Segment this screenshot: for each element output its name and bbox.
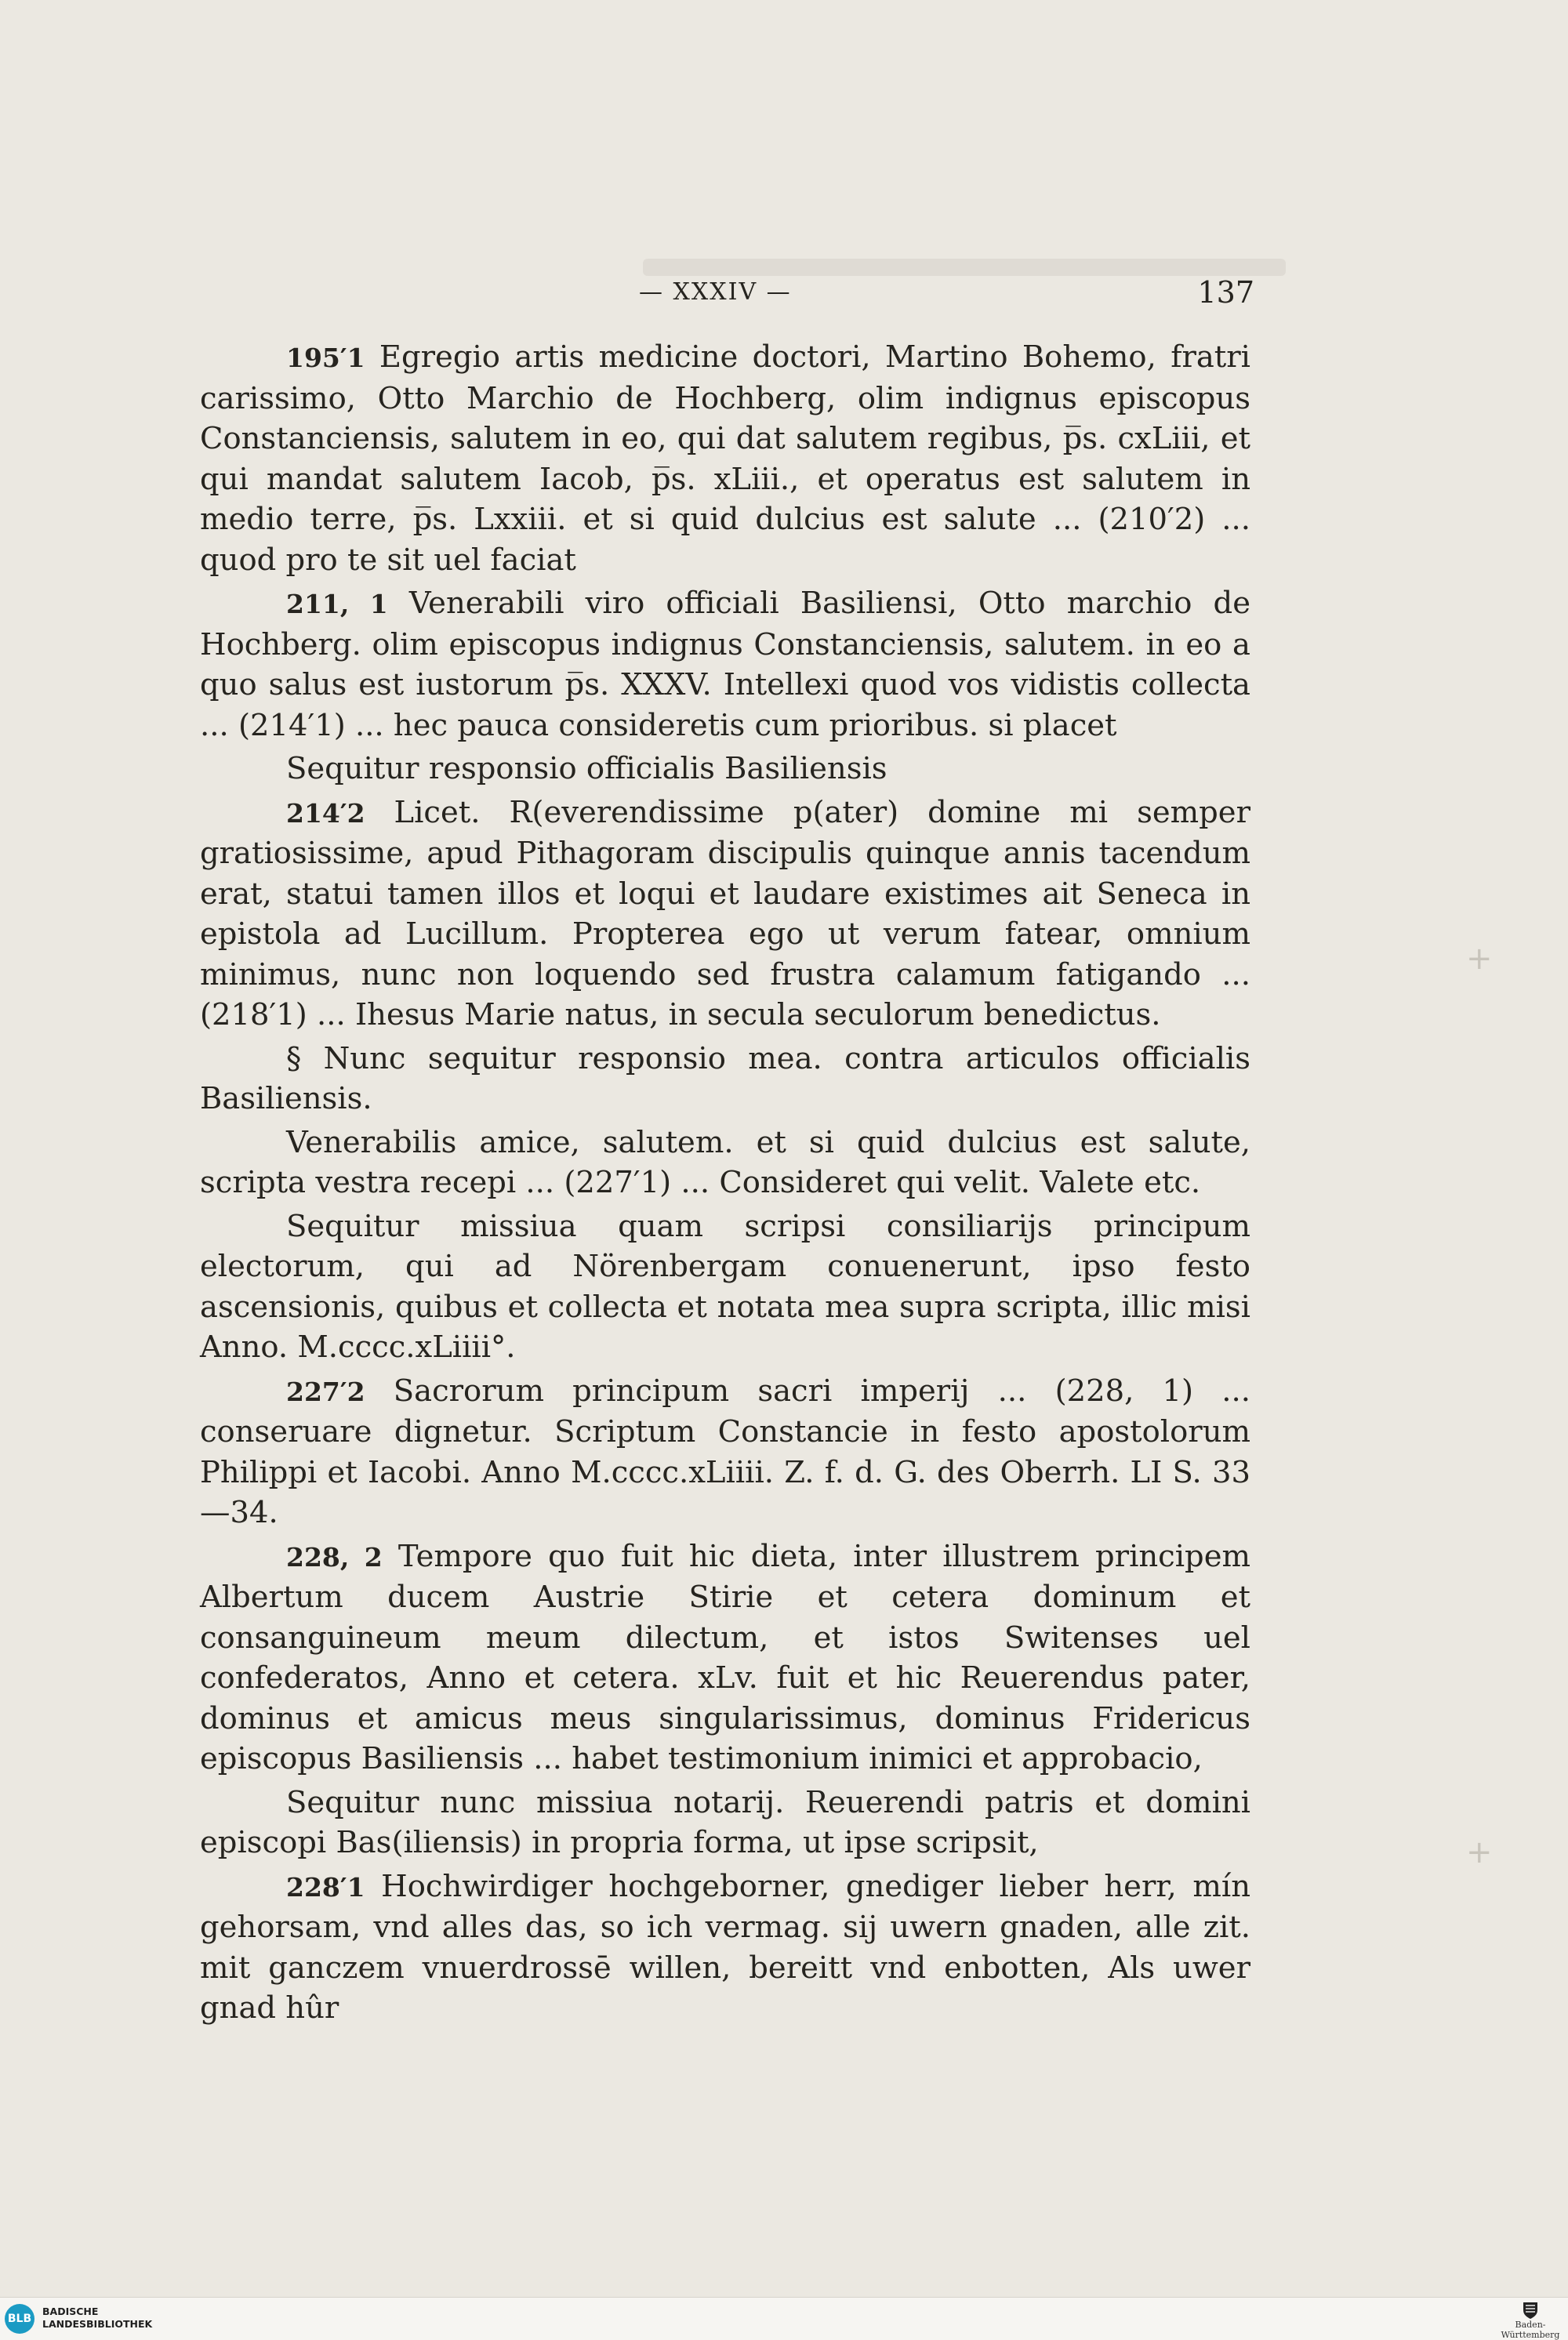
entry-number: 195′1 (286, 343, 365, 373)
paragraph-text: Sequitur nunc missiua notarij. Reuerendi patris et domini episcopi Bas(iliensis) in propria forma, ut ipse scripsit, (200, 1784, 1250, 1860)
bleed-through-shadow (643, 259, 1286, 276)
paragraph-text: Licet. R(everendissime p(ater) domine mi semper gratiosissime, apud Pithagoram discipulis quinque annis tacendum erat, statui tamen illos et loqui et laudare existimes ait Seneca in epistola ad Lucillum. Propterea ego ut verum fatear, omnium minimus, nunc non loquendo sed frustra calamum fatigando ... (218′1) ... Ihesus Marie natus, in secula seculorum benedictus. (200, 794, 1250, 1032)
paragraph (200, 1123, 1250, 1203)
paragraph-text: Egregio artis medicine doctori, Martino Bohemo, fratri carissimo, Otto Marchio de Hochberg, olim indignus episcopus Constanciensis, salutem in eo, qui dat salutem regibus, p̅s. cxLiii, et qui mandat salutem Iacob, p̅s. xLiii., et operatus est salutem in medio terre, p̅s. Lxxiii. et si quid dulcius est salute ... (210′2) ... quod pro te sit uel faciat (200, 339, 1250, 578)
paragraph (200, 1371, 1250, 1533)
library-name-line2: LANDESBIBLIOTHEK (42, 2318, 153, 2330)
paragraph (200, 1206, 1250, 1368)
paragraph (200, 583, 1250, 746)
page-header (196, 275, 1254, 325)
library-name[interactable] (42, 2306, 152, 2331)
footer-bar (0, 2297, 1568, 2340)
paragraph (200, 1867, 1250, 2029)
blb-logo-icon[interactable]: BLB (5, 2304, 34, 2334)
paragraph-text: Venerabili viro officiali Basiliensi, Otto marchio de Hochberg. olim episcopus indignus Constanciensis, salutem. in eo a quo salus est iustorum p̅s. XXXV. Intellexi quod vos vidistis collecta ... (214′1) ... hec pauca consideretis cum prioribus. si placet (200, 586, 1250, 743)
body-text (200, 337, 1250, 2032)
paragraph (200, 793, 1250, 1036)
paragraph (200, 749, 1250, 789)
margin-crosshair-icon: + (1466, 941, 1493, 977)
paragraph (200, 337, 1250, 580)
paragraph-text: Venerabilis amice, salutem. et si quid dulcius est salute, scripta vestra recepi ... (227′1) ... Consideret qui velit. Valete etc. (200, 1124, 1250, 1200)
library-name-line1: BADISCHE (42, 2306, 99, 2317)
paragraph-text: Sequitur missiua quam scripsi consiliarijs principum electorum, qui ad Nörenbergam conuenerunt, ipso festo ascensionis, quibus et collecta et notata mea supra scripta, illic misi Anno. M.cccc.xLiiii°. (200, 1208, 1250, 1365)
paragraph-text: Sacrorum principum sacri imperij ... (228, 1) ... conseruare dignetur. Scriptum Constancie in festo apostolorum Philippi et Iacobi. Anno M.cccc.xLiiii. Z. f. d. G. des Oberrh. LI S. 33—34. (200, 1373, 1250, 1530)
entry-number: 228, 2 (286, 1541, 383, 1573)
paragraph-text: Hochwirdiger hochgeborner, gnediger lieber herr, mín gehorsam, vnd alles das, so ich vermag. sij uwern gnaden, alle zit. mit ganczem vnuerdrossē willen, bereitt vnd enbotten, Als uwer gnad hûr (200, 1868, 1250, 2026)
state-credit-text: Baden-Württemberg (1501, 2320, 1560, 2340)
baden-wuerttemberg-crest-icon (1522, 2301, 1539, 2320)
entry-number: 227′2 (286, 1376, 365, 1407)
paragraph (200, 1536, 1250, 1779)
state-credit[interactable] (1499, 2301, 1562, 2340)
entry-number: 214′2 (286, 797, 365, 829)
paragraph-text: Sequitur responsio officialis Basiliensis (286, 751, 887, 786)
margin-crosshair-icon: + (1466, 1834, 1493, 1870)
paragraph (200, 1039, 1250, 1119)
paragraph-text: § Nunc sequitur responsio mea. contra articulos officialis Basiliensis. (200, 1040, 1250, 1116)
paragraph-text: Tempore quo fuit hic dieta, inter illustrem principem Albertum ducem Austrie Stirie et cetera dominum et consanguineum meum dilectum, et istos Switenses uel confederatos, Anno et cetera. xLv. fuit et hic Reuerendus pater, dominus et amicus meus singularissimus, dominus Fridericus episcopus Basiliensis ... habet testimonium inimici et approbacio, (200, 1538, 1250, 1776)
entry-number: 211, 1 (286, 589, 388, 619)
running-title: — XXXIV — (639, 278, 792, 306)
paragraph (200, 1783, 1250, 1863)
page-number: 137 (1197, 275, 1254, 310)
entry-number: 228′1 (286, 1871, 365, 1903)
